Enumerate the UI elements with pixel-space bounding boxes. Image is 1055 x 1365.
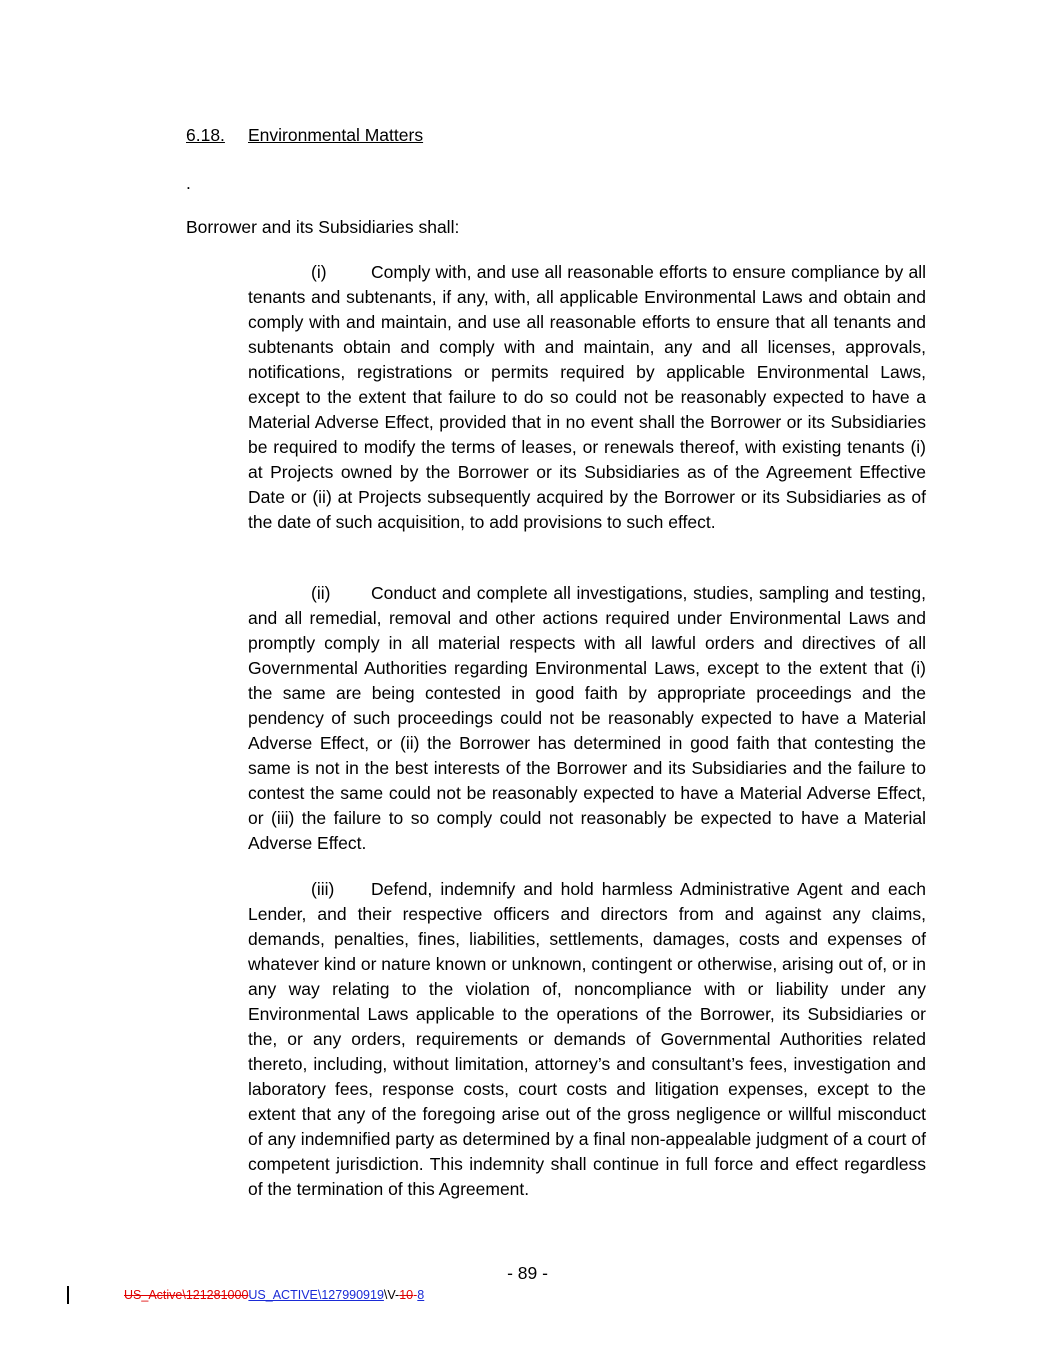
clause-text: Comply with, and use all reasonable efforts to ensure compliance by all tenants and subtenants, if any, with, all applicable Environmental Laws and obtain and comply with and maintain, and use all reasonable efforts to ensure that all tenants and subtenants obtain and comply with and maintain, any and all licenses, approvals, notifications, registrations or permits required by applicable Environmental Laws, except to the extent that failure to do so could not be reasonably expected to have a Material Adverse Effect, provided that in no event shall the Borrower or its Subsidiaries be required to modify the terms of leases, or renewals thereof, with existing tenants (i) at Projects owned by the Borrower or its Subsidiaries as of the Agreement Effective Date or (ii) at Projects subsequently acquired by the Borrower or its Subsidiaries as of the date of such acquisition, to add provisions to such effect. <box>248 262 926 532</box>
section-heading <box>186 124 423 146</box>
section-number: 6.18. <box>186 125 225 145</box>
clause-ii <box>248 581 926 856</box>
clause-i <box>248 260 926 535</box>
intro-sentence: Borrower and its Subsidiaries shall: <box>186 217 460 237</box>
deleted-doc-id: US_Active\121281000 <box>124 1288 249 1302</box>
revision-change-bar <box>67 1286 69 1304</box>
clause-text: Conduct and complete all investigations, studies, sampling and testing, and all remedial, removal and other actions required under Environmental Laws and promptly comply in all material respects with all lawful orders and directives of all Governmental Authorities regarding Environmental Laws, except to the extent that (i) the same are being contested in good faith by appropriate proceedings and the pendency of such proceedings could not be reasonably expected to have a Material Adverse Effect, or (ii) the Borrower has determined in good faith that contesting the same is not in the best interests of the Borrower and its Subsidiaries and the failure to contest the same could not be reasonably expected to have a Material Adverse Effect, or (iii) the failure to so comply could not reasonably be expected to have a Material Adverse Effect. <box>248 583 926 853</box>
section-title: Environmental Matters <box>248 125 424 145</box>
clause-text: Defend, indemnify and hold harmless Administrative Agent and each Lender, and their respective officers and directors from and against any claims, demands, penalties, fines, liabilities, settlements, damages, costs and expenses of whatever kind or nature known or unknown, contingent or otherwise, arising out of, or in any way relating to the violation of, noncompliance with or liability under any Environmental Laws applicable to the operations of the Borrower, its Subsidiaries or the, or any orders, requirements or demands of Governmental Authorities related thereto, including, without limitation, attorney’s and consultant’s fees, investigation and laboratory fees, response costs, court costs and litigation expenses, except to the extent that any of the foregoing arise out of the gross negligence or willful misconduct of any indemnified party as determined by a final non-appealable judgment of a court of competent jurisdiction. This indemnity shall continue in full force and effect regardless of the termination of this Agreement. <box>248 879 927 1199</box>
footer-document-id <box>124 1287 424 1303</box>
inserted-version: 8 <box>417 1288 425 1302</box>
version-dash: - <box>413 1288 418 1302</box>
clause-iii <box>248 877 926 1202</box>
clause-label: (iii) <box>311 879 335 899</box>
clause-label: (ii) <box>311 583 331 603</box>
inserted-doc-id: US_ACTIVE\127990919 <box>248 1288 384 1302</box>
version-separator: \V- <box>383 1288 400 1302</box>
page-number: - 89 - <box>507 1263 548 1283</box>
clause-label: (i) <box>311 262 327 282</box>
deleted-version: 10 <box>399 1288 414 1302</box>
stray-period: . <box>186 173 191 193</box>
